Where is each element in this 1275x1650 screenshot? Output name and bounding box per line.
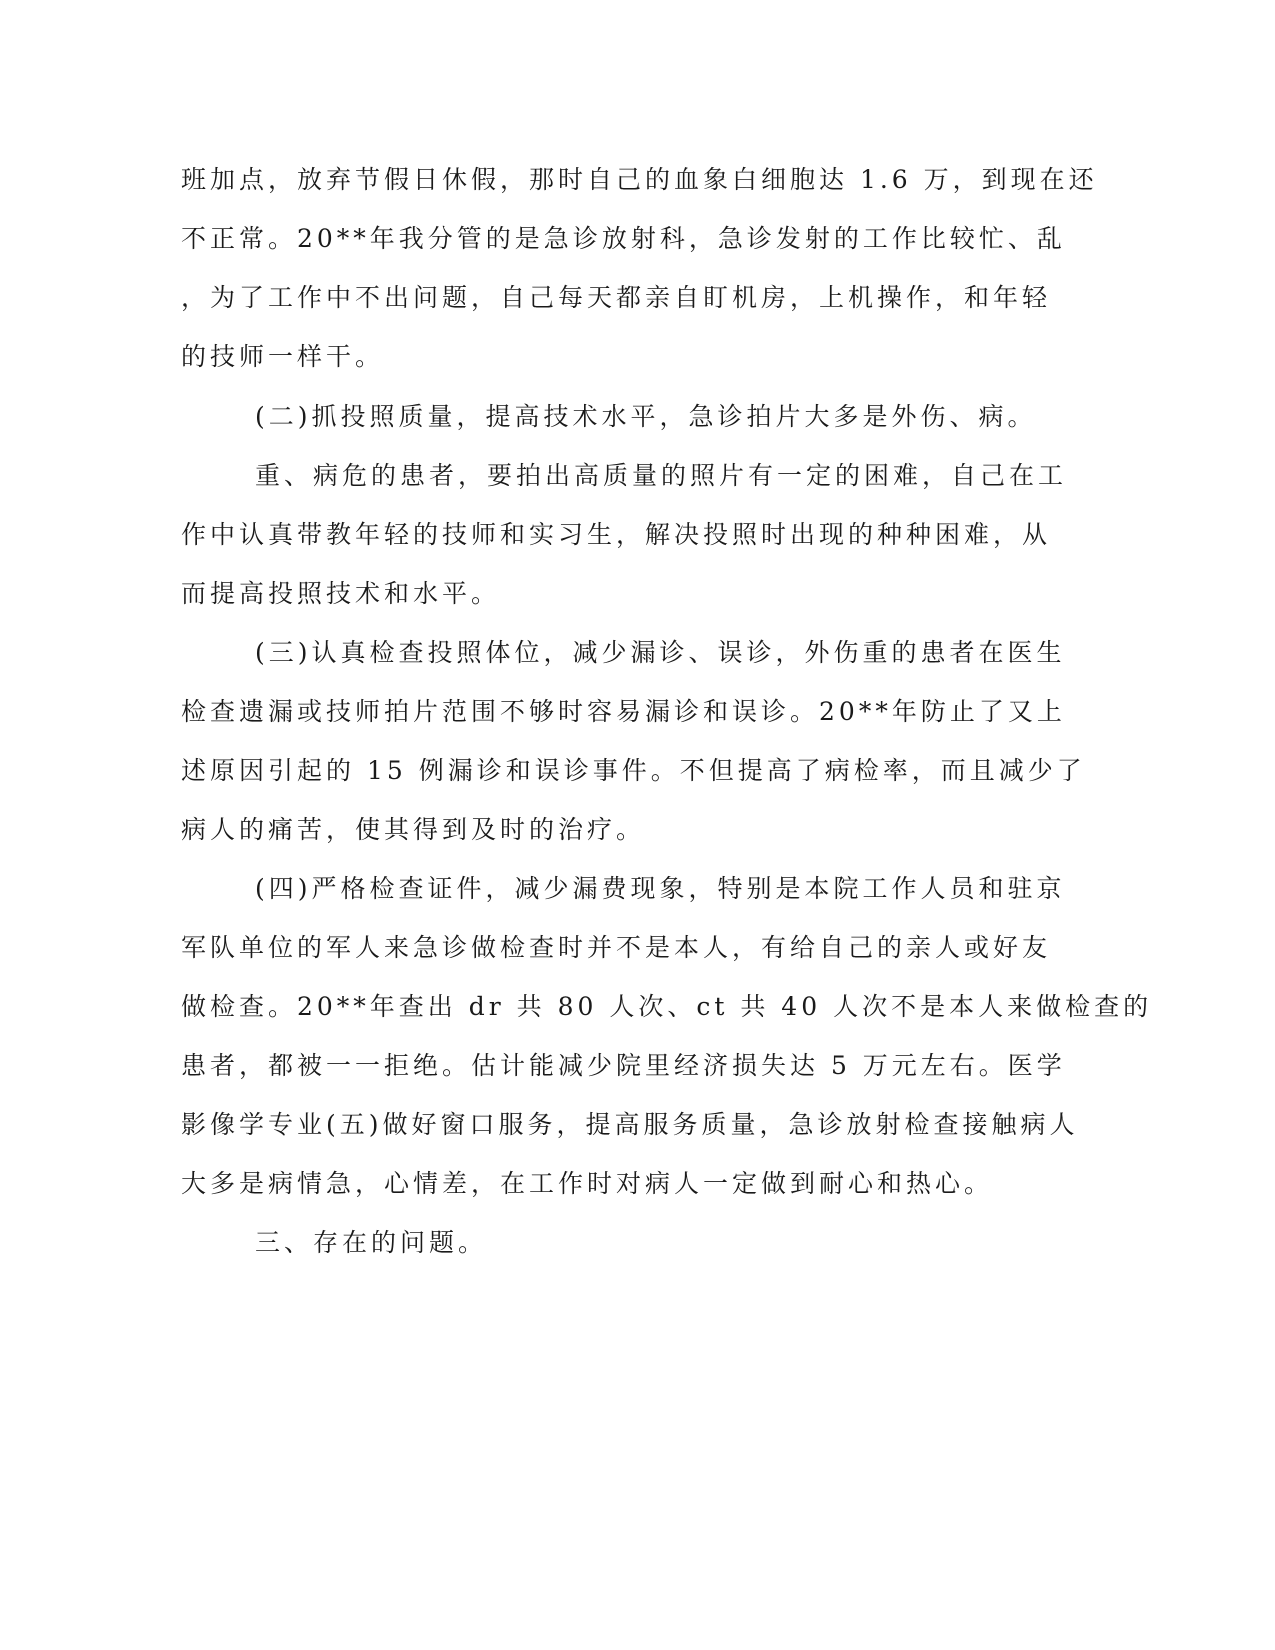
text-line: 患者，都被一一拒绝。估计能减少院里经济损失达 5 万元左右。医学 [181, 1051, 1066, 1080]
paragraph-heading: (二)抓投照质量，提高技术水平，急诊拍片大多是外伤、病。 [255, 402, 1037, 431]
paragraph-heading: (四)严格检查证件，减少漏费现象，特别是本院工作人员和驻京 [255, 874, 1066, 903]
text-line: ，为了工作中不出问题，自己每天都亲自盯机房，上机操作，和年轻 [181, 283, 1052, 312]
text-line: 而提高投照技术和水平。 [181, 579, 501, 608]
text-line: 不正常。20**年我分管的是急诊放射科，急诊发射的工作比较忙、乱 [181, 224, 1066, 253]
text-line: 作中认真带教年轻的技师和实习生，解决投照时出现的种种困难，从 [181, 520, 1052, 549]
text-line: 述原因引起的 15 例漏诊和误诊事件。不但提高了病检率，而且减少了 [181, 756, 1086, 785]
text-line: 做检查。20**年查出 dr 共 80 人次、ct 共 40 人次不是本人来做检查的 [181, 992, 1153, 1021]
text-line: 重、病危的患者，要拍出高质量的照片有一定的困难，自己在工 [255, 461, 1068, 490]
text-line: 影像学专业(五)做好窗口服务，提高服务质量，急诊放射检查接触病人 [181, 1110, 1079, 1139]
text-line: 病人的痛苦，使其得到及时的治疗。 [181, 815, 646, 844]
text-line: 大多是病情急，心情差，在工作时对病人一定做到耐心和热心。 [181, 1169, 994, 1198]
text-line: 的技师一样干。 [181, 342, 385, 371]
text-line: 班加点，放弃节假日休假，那时自己的血象白细胞达 1.6 万，到现在还 [181, 165, 1098, 194]
paragraph-heading: (三)认真检查投照体位，减少漏诊、误诊，外伤重的患者在医生 [255, 638, 1066, 667]
text-line: 军队单位的军人来急诊做检查时并不是本人，有给自己的亲人或好友 [181, 933, 1052, 962]
text-line: 检查遗漏或技师拍片范围不够时容易漏诊和误诊。20**年防止了又上 [181, 697, 1066, 726]
section-heading: 三、存在的问题。 [255, 1228, 488, 1257]
